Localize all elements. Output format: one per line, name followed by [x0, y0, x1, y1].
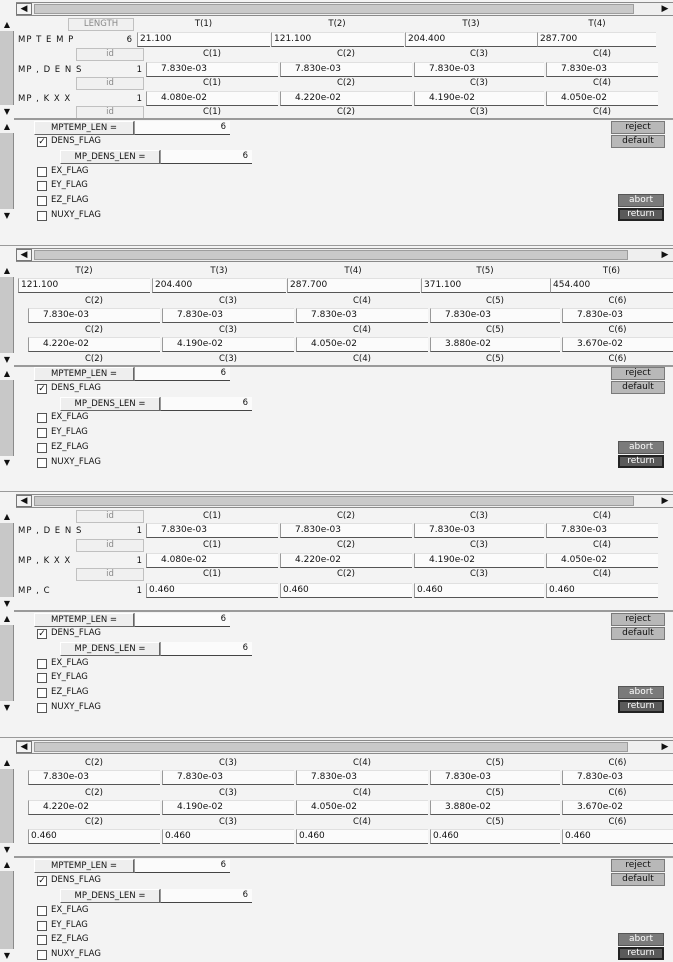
value-field[interactable]: 121.100: [18, 278, 150, 293]
scroll-left-icon[interactable]: ◀: [16, 495, 32, 507]
abort-button[interactable]: abort: [618, 194, 664, 207]
row-label-kxx: MP , K X X: [18, 94, 72, 104]
value-field[interactable]: 4.190e-02: [162, 800, 294, 815]
id-label: id: [76, 77, 144, 90]
value-field[interactable]: 7.830e-03: [296, 770, 428, 785]
dens-flag-label: DENS_FLAG: [51, 136, 101, 146]
vertical-scrollbar[interactable]: [0, 120, 14, 222]
scroll-left-icon[interactable]: ◀: [16, 741, 32, 753]
panel-1: [0, 0, 673, 246]
col-header: C(5): [486, 354, 504, 364]
reject-button[interactable]: reject: [611, 367, 665, 380]
col-header: C(1): [203, 49, 221, 59]
vertical-scrollbar[interactable]: [0, 612, 14, 714]
scroll-right-icon[interactable]: ▶: [661, 3, 669, 14]
ey-flag-checkbox[interactable]: [37, 181, 47, 191]
value-field[interactable]: 287.700: [287, 278, 420, 293]
id-label: id: [76, 539, 144, 552]
value-field[interactable]: 0.460: [296, 829, 428, 844]
reject-button[interactable]: reject: [611, 613, 665, 626]
col-header: C(3): [470, 107, 488, 117]
col-header: C(1): [203, 569, 221, 579]
ex-flag-checkbox[interactable]: [37, 659, 47, 669]
length-label: LENGTH: [68, 18, 134, 31]
col-header: C(4): [593, 107, 611, 117]
value-field[interactable]: 4.050e-02: [296, 800, 428, 815]
value-field[interactable]: 0.460: [162, 829, 294, 844]
value-field[interactable]: 7.830e-03: [546, 62, 658, 77]
mp-dens-len-label: MP_DENS_LEN =: [60, 642, 160, 656]
value-field[interactable]: 3.670e-02: [562, 800, 673, 815]
col-header: C(5): [486, 325, 504, 335]
scroll-up-icon[interactable]: ▲: [0, 510, 14, 523]
mptemp-len-input[interactable]: 6: [134, 613, 230, 627]
value-field[interactable]: 7.830e-03: [162, 770, 294, 785]
mptemp-len-label: MPTEMP_LEN =: [34, 859, 134, 873]
col-header: C(4): [593, 511, 611, 521]
col-header: T(1): [194, 19, 213, 29]
value-field[interactable]: 7.830e-03: [562, 308, 673, 323]
col-header: C(2): [85, 788, 103, 798]
mp-dens-len-input[interactable]: 6: [160, 150, 252, 164]
mp-dens-len-label: MP_DENS_LEN =: [60, 397, 160, 411]
mptemp-len-label: MPTEMP_LEN =: [34, 613, 134, 627]
col-header: T(2): [328, 19, 346, 29]
col-header: C(5): [486, 817, 504, 827]
col-header: C(3): [470, 540, 488, 550]
scroll-thumb[interactable]: [34, 4, 634, 14]
vertical-scrollbar[interactable]: [0, 367, 14, 469]
scroll-thumb[interactable]: [34, 250, 628, 260]
scroll-up-icon[interactable]: ▲: [0, 756, 14, 769]
value-field[interactable]: 204.400: [405, 32, 538, 47]
col-header: C(3): [470, 49, 488, 59]
value-field[interactable]: 4.190e-02: [414, 553, 544, 568]
col-header: C(4): [593, 49, 611, 59]
divider: [14, 118, 673, 120]
value-field[interactable]: 371.100: [421, 278, 550, 293]
row-count: 1: [136, 94, 142, 104]
ex-flag-label: EX_FLAG: [51, 166, 89, 176]
col-header: C(2): [337, 569, 355, 579]
default-button[interactable]: default: [611, 627, 665, 640]
row-label-kxx: MP , K X X: [18, 556, 72, 566]
ey-flag-checkbox[interactable]: [37, 921, 47, 931]
ez-flag-checkbox[interactable]: [37, 196, 47, 206]
default-button[interactable]: default: [611, 381, 665, 394]
ex-flag-checkbox[interactable]: [37, 167, 47, 177]
col-header: C(4): [353, 325, 371, 335]
return-button[interactable]: return: [618, 947, 664, 960]
ez-flag-label: EZ_FLAG: [51, 687, 89, 697]
ey-flag-checkbox[interactable]: [37, 673, 47, 683]
nuxy-flag-label: NUXY_FLAG: [51, 702, 101, 712]
value-field[interactable]: 7.830e-03: [296, 308, 428, 323]
scroll-right-icon[interactable]: ▶: [661, 495, 669, 506]
nuxy-flag-label: NUXY_FLAG: [51, 457, 101, 467]
nuxy-flag-label: NUXY_FLAG: [51, 210, 101, 220]
ez-flag-checkbox[interactable]: [37, 935, 47, 945]
abort-button[interactable]: abort: [618, 686, 664, 699]
value-field[interactable]: 3.880e-02: [430, 337, 560, 352]
scroll-right-icon[interactable]: ▶: [661, 741, 669, 752]
abort-button[interactable]: abort: [618, 441, 664, 454]
value-field[interactable]: 204.400: [152, 278, 286, 293]
col-header: C(6): [608, 354, 627, 364]
mptemp-len-label: MPTEMP_LEN =: [34, 367, 134, 381]
value-field[interactable]: 7.830e-03: [562, 770, 673, 785]
scroll-up-icon[interactable]: ▲: [0, 612, 14, 625]
horizontal-scrollbar[interactable]: [16, 2, 673, 16]
ex-flag-checkbox[interactable]: [37, 413, 47, 423]
ez-flag-label: EZ_FLAG: [51, 934, 89, 944]
value-field[interactable]: 4.220e-02: [280, 553, 412, 568]
id-label: id: [76, 510, 144, 523]
col-header: C(2): [337, 540, 355, 550]
value-field[interactable]: 0.460: [562, 829, 673, 844]
value-field[interactable]: 7.830e-03: [430, 770, 560, 785]
col-header: C(2): [85, 325, 103, 335]
value-field[interactable]: 4.050e-02: [546, 91, 658, 106]
panel-2: [0, 246, 673, 492]
dens-flag-checkbox[interactable]: ✓: [38, 384, 46, 394]
default-button[interactable]: default: [611, 873, 665, 886]
scroll-down-icon[interactable]: ▼: [0, 701, 14, 714]
col-header: T(3): [210, 266, 228, 276]
ex-flag-label: EX_FLAG: [51, 658, 89, 668]
value-field[interactable]: 0.460: [146, 583, 278, 598]
value-field[interactable]: 4.080e-02: [146, 553, 278, 568]
col-header: C(2): [85, 354, 103, 364]
value-field[interactable]: 4.190e-02: [414, 91, 544, 106]
col-header: T(4): [588, 19, 606, 29]
col-header: C(2): [85, 758, 103, 768]
id-label: id: [76, 568, 144, 581]
col-header: C(5): [486, 788, 504, 798]
col-header: C(3): [219, 296, 237, 306]
col-header: C(4): [593, 569, 611, 579]
col-header: C(4): [353, 758, 371, 768]
col-header: T(6): [602, 266, 621, 276]
mptemp-len-input[interactable]: 6: [134, 859, 230, 873]
scroll-left-icon[interactable]: ◀: [16, 249, 32, 261]
col-header: C(4): [353, 788, 371, 798]
row-count: 1: [136, 586, 142, 596]
value-field[interactable]: 7.830e-03: [28, 770, 160, 785]
dens-flag-label: DENS_FLAG: [51, 383, 101, 393]
col-header: C(4): [593, 78, 611, 88]
dens-flag-checkbox[interactable]: ✓: [38, 876, 46, 886]
abort-button[interactable]: abort: [618, 933, 664, 946]
ex-flag-label: EX_FLAG: [51, 905, 89, 915]
value-field[interactable]: 21.100: [137, 32, 270, 47]
vertical-scrollbar[interactable]: [0, 756, 14, 856]
value-field[interactable]: 4.190e-02: [162, 337, 294, 352]
col-header: C(6): [608, 325, 627, 335]
nuxy-flag-checkbox[interactable]: [37, 703, 47, 713]
row-count: 1: [136, 65, 142, 75]
divider: [14, 610, 673, 612]
reject-button[interactable]: reject: [611, 121, 665, 134]
col-header: C(6): [608, 788, 627, 798]
col-header: T(5): [476, 266, 494, 276]
col-header: C(2): [337, 107, 355, 117]
vertical-scrollbar[interactable]: [0, 18, 14, 118]
value-field[interactable]: 0.460: [430, 829, 560, 844]
dens-flag-label: DENS_FLAG: [51, 875, 101, 885]
ey-flag-label: EY_FLAG: [51, 920, 88, 930]
scroll-thumb[interactable]: [34, 496, 634, 506]
value-field[interactable]: 7.830e-03: [146, 62, 278, 77]
reject-button[interactable]: reject: [611, 859, 665, 872]
mp-dens-len-label: MP_DENS_LEN =: [60, 150, 160, 164]
return-button[interactable]: return: [618, 455, 664, 468]
value-field[interactable]: 0.460: [414, 583, 544, 598]
scroll-down-icon[interactable]: ▼: [0, 843, 14, 856]
horizontal-scrollbar[interactable]: [16, 248, 673, 262]
row-label-mptemp: MP T E M P: [18, 35, 75, 45]
col-header: C(4): [353, 817, 371, 827]
row-count: 1: [136, 556, 142, 566]
col-header: C(5): [486, 758, 504, 768]
value-field[interactable]: 4.050e-02: [296, 337, 428, 352]
value-field[interactable]: 7.830e-03: [414, 62, 544, 77]
row-label-dens: MP , D E N S: [18, 65, 83, 75]
scroll-up-icon[interactable]: ▲: [0, 120, 14, 133]
value-field[interactable]: 7.830e-03: [280, 523, 412, 538]
horizontal-scrollbar[interactable]: [16, 494, 673, 508]
col-header: C(3): [470, 511, 488, 521]
col-header: T(4): [344, 266, 362, 276]
scroll-left-icon[interactable]: ◀: [16, 3, 32, 15]
return-button[interactable]: return: [618, 700, 664, 713]
scroll-down-icon[interactable]: ▼: [0, 209, 14, 222]
col-header: C(1): [203, 511, 221, 521]
return-button[interactable]: return: [618, 208, 664, 221]
col-header: C(2): [337, 511, 355, 521]
scroll-right-icon[interactable]: ▶: [661, 249, 669, 260]
divider: [14, 856, 673, 858]
col-header: C(6): [608, 296, 627, 306]
col-header: C(1): [203, 78, 221, 88]
col-header: C(3): [219, 354, 237, 364]
col-header: C(3): [470, 569, 488, 579]
ey-flag-checkbox[interactable]: [37, 428, 47, 438]
ez-flag-label: EZ_FLAG: [51, 442, 89, 452]
scroll-up-icon[interactable]: ▲: [0, 858, 14, 871]
col-header: C(2): [85, 817, 103, 827]
scroll-down-icon[interactable]: ▼: [0, 456, 14, 469]
value-field[interactable]: 0.460: [546, 583, 658, 598]
mptemp-len-label: MPTEMP_LEN =: [34, 121, 134, 135]
mp-dens-len-input[interactable]: 6: [160, 642, 252, 656]
value-field[interactable]: 454.400: [550, 278, 673, 293]
scroll-up-icon[interactable]: ▲: [0, 18, 14, 31]
mptemp-len-input[interactable]: 6: [134, 121, 230, 135]
id-label: id: [76, 106, 144, 119]
col-header: C(2): [85, 296, 103, 306]
col-header: C(5): [486, 296, 504, 306]
value-field[interactable]: 4.220e-02: [280, 91, 412, 106]
dens-flag-checkbox[interactable]: ✓: [38, 137, 46, 147]
ey-flag-label: EY_FLAG: [51, 672, 88, 682]
col-header: C(1): [203, 107, 221, 117]
scroll-up-icon[interactable]: ▲: [0, 264, 14, 277]
value-field[interactable]: 7.830e-03: [430, 308, 560, 323]
ey-flag-label: EY_FLAG: [51, 180, 88, 190]
ez-flag-label: EZ_FLAG: [51, 195, 89, 205]
col-header: T(3): [462, 19, 480, 29]
value-field[interactable]: 7.830e-03: [146, 523, 278, 538]
nuxy-flag-checkbox[interactable]: [37, 458, 47, 468]
value-field[interactable]: 0.460: [280, 583, 412, 598]
ez-flag-checkbox[interactable]: [37, 443, 47, 453]
scroll-down-icon[interactable]: ▼: [0, 597, 14, 610]
row-count: 1: [136, 526, 142, 536]
col-header: C(4): [353, 354, 371, 364]
mp-dens-len-input[interactable]: 6: [160, 397, 252, 411]
col-header: C(3): [219, 788, 237, 798]
col-header: C(1): [203, 540, 221, 550]
scroll-up-icon[interactable]: ▲: [0, 367, 14, 380]
value-field[interactable]: 3.670e-02: [562, 337, 673, 352]
nuxy-flag-label: NUXY_FLAG: [51, 949, 101, 959]
ex-flag-label: EX_FLAG: [51, 412, 89, 422]
mptemp-len-input[interactable]: 6: [134, 367, 230, 381]
col-header: T(2): [75, 266, 93, 276]
vertical-scrollbar[interactable]: [0, 858, 14, 962]
col-header: C(2): [337, 78, 355, 88]
value-field[interactable]: 7.830e-03: [162, 308, 294, 323]
row-label-c: MP , C: [18, 586, 51, 596]
col-header: C(4): [593, 540, 611, 550]
value-field[interactable]: 4.080e-02: [146, 91, 278, 106]
value-field[interactable]: 7.830e-03: [280, 62, 412, 77]
value-field[interactable]: 7.830e-03: [546, 523, 658, 538]
scroll-thumb[interactable]: [34, 742, 628, 752]
value-field[interactable]: 4.050e-02: [546, 553, 658, 568]
vertical-scrollbar[interactable]: [0, 264, 14, 366]
col-header: C(6): [608, 758, 627, 768]
value-field[interactable]: 4.220e-02: [28, 800, 160, 815]
scroll-down-icon[interactable]: ▼: [0, 949, 14, 962]
ey-flag-label: EY_FLAG: [51, 427, 88, 437]
col-header: C(3): [470, 78, 488, 88]
col-header: C(3): [219, 817, 237, 827]
value-field[interactable]: 287.700: [537, 32, 656, 47]
mp-dens-len-input[interactable]: 6: [160, 889, 252, 903]
vertical-scrollbar[interactable]: [0, 510, 14, 610]
panel-3: [0, 492, 673, 738]
value-field[interactable]: 4.220e-02: [28, 337, 160, 352]
scroll-down-icon[interactable]: ▼: [0, 105, 14, 118]
col-header: C(4): [353, 296, 371, 306]
dens-flag-label: DENS_FLAG: [51, 628, 101, 638]
horizontal-scrollbar[interactable]: [16, 740, 673, 754]
col-header: C(6): [608, 817, 627, 827]
nuxy-flag-checkbox[interactable]: [37, 950, 47, 960]
ez-flag-checkbox[interactable]: [37, 688, 47, 698]
col-header: C(3): [219, 758, 237, 768]
value-field[interactable]: 121.100: [271, 32, 404, 47]
id-label: id: [76, 48, 144, 61]
row-label-dens: MP , D E N S: [18, 526, 83, 536]
col-header: C(2): [337, 49, 355, 59]
scroll-down-icon[interactable]: ▼: [0, 353, 14, 366]
dens-flag-checkbox[interactable]: ✓: [38, 629, 46, 639]
panel-4: [0, 738, 673, 962]
default-button[interactable]: default: [611, 135, 665, 148]
row-count: 6: [126, 35, 132, 45]
nuxy-flag-checkbox[interactable]: [37, 211, 47, 221]
col-header: C(3): [219, 325, 237, 335]
value-field[interactable]: 7.830e-03: [414, 523, 544, 538]
mp-dens-len-label: MP_DENS_LEN =: [60, 889, 160, 903]
value-field[interactable]: 7.830e-03: [28, 308, 160, 323]
ex-flag-checkbox[interactable]: [37, 906, 47, 916]
value-field[interactable]: 3.880e-02: [430, 800, 560, 815]
value-field[interactable]: 0.460: [28, 829, 160, 844]
